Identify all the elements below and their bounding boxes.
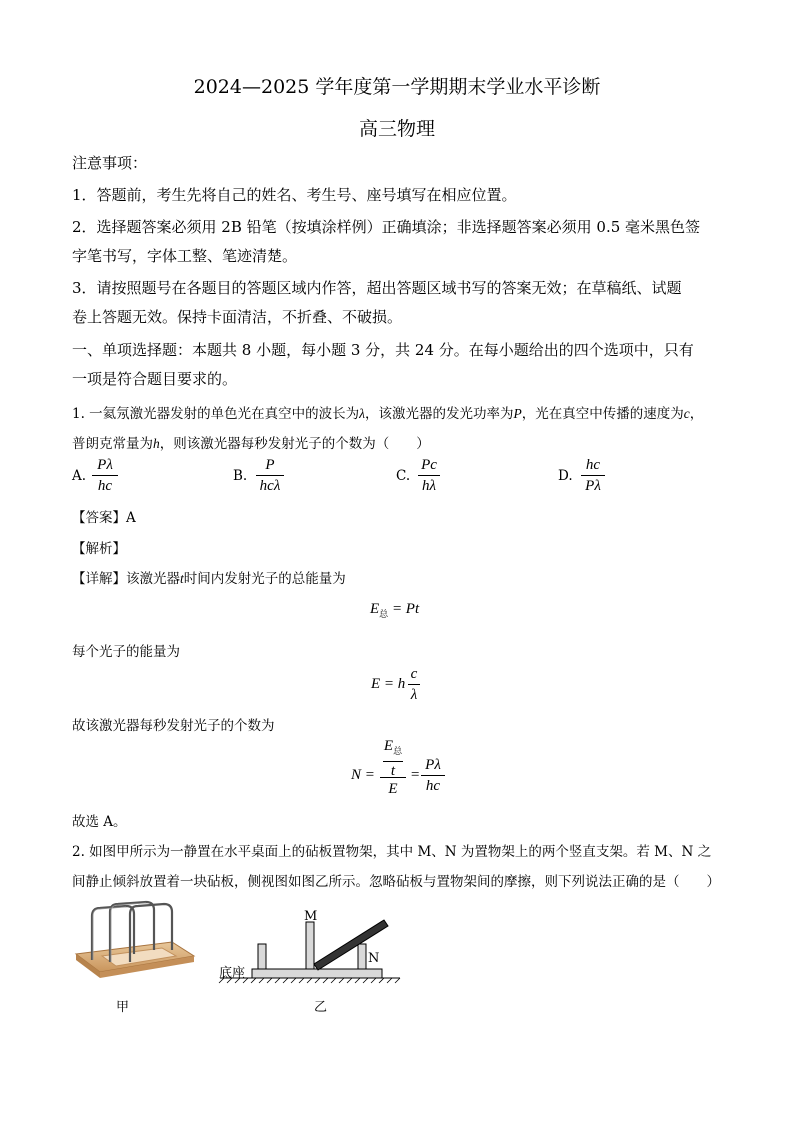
label-N: N bbox=[368, 951, 380, 966]
figure-jia-caption: 甲 bbox=[116, 1000, 130, 1015]
q1-conclusion: 故选 A。 bbox=[72, 814, 127, 830]
figure-jia-rack-image bbox=[72, 900, 198, 982]
option-d-fraction: hc Pλ bbox=[581, 456, 605, 495]
option-d-label: D. bbox=[558, 468, 573, 484]
equation-count-N: N = bbox=[351, 767, 375, 783]
q1-answer: 【答案】A bbox=[72, 510, 136, 526]
section-heading-line1: 一、单项选择题：本题共 8 小题，每小题 3 分，共 24 分。在每小题给出的四个选项中，只有 bbox=[72, 341, 694, 359]
option-b-label: B. bbox=[233, 468, 248, 484]
notice-item-3-line2: 卷上答题无效。保持卡面清洁，不折叠、不破损。 bbox=[72, 308, 403, 326]
equation-photon-energy-lhs: E = h bbox=[371, 676, 406, 692]
symbol-P: P bbox=[513, 406, 522, 421]
equation-count-equals: = bbox=[410, 767, 421, 783]
equation-count-main-bar bbox=[380, 777, 406, 778]
section-heading-line2: 一项是符合题目要求的。 bbox=[72, 370, 238, 388]
notice-heading: 注意事项： bbox=[72, 154, 148, 172]
equation-photon-energy-fraction: c λ bbox=[408, 665, 420, 704]
option-c-label: C. bbox=[396, 468, 411, 484]
equation-total-energy: $E_总 = Pt$ bbox=[370, 601, 420, 619]
equation-count-inner-fraction: $E_总$ t bbox=[383, 738, 403, 779]
symbol-c: c bbox=[683, 406, 690, 421]
figure-yi-caption: 乙 bbox=[314, 1000, 328, 1015]
q1-detail: 【详解】该激光器t时间内发射光子的总能量为 bbox=[72, 571, 346, 587]
notice-item-3-line1: 3．请按照题号在各题目的答题区域内作答，超出答题区域书写的答案无效；在草稿纸、试题 bbox=[72, 279, 682, 297]
equation-count-result-fraction: Pλ hc bbox=[421, 756, 445, 795]
q1-analysis-heading: 【解析】 bbox=[72, 541, 126, 557]
label-base: 底座 bbox=[219, 966, 246, 981]
q1-therefore: 故该激光器每秒发射光子的个数为 bbox=[72, 718, 275, 734]
symbol-lambda: λ bbox=[359, 406, 366, 421]
option-b-fraction: P hcλ bbox=[256, 456, 284, 495]
notice-item-2-line2: 字笔书写，字体工整、笔迹清楚。 bbox=[72, 247, 298, 265]
q1-stem-line2: 普朗克常量为h，则该激光器每秒发射光子的个数为（ ） bbox=[72, 436, 430, 452]
q2-stem-line2: 间静止倾斜放置着一块砧板，侧视图如图乙所示。忽略砧板与置物架间的摩擦，则下列说法正确的是（ ） bbox=[72, 874, 720, 890]
equation-count-den: E bbox=[388, 781, 398, 797]
option-a-label: A. bbox=[72, 468, 87, 484]
option-c-fraction: Pc hλ bbox=[418, 456, 440, 495]
exam-subtitle: 高三物理 bbox=[358, 118, 435, 140]
notice-item-1: 1．答题前，考生先将自己的姓名、考生号、座号填写在相应位置。 bbox=[72, 186, 517, 204]
option-a-fraction: Pλ hc bbox=[92, 456, 118, 495]
q1-each-photon: 每个光子的能量为 bbox=[72, 644, 180, 660]
notice-item-2-line1: 2．选择题答案必须用 2B 铅笔（按填涂样例）正确填涂；非选择题答案必须用 0.5 毫米黑色签 bbox=[72, 218, 701, 236]
exam-title: 2024—2025 学年度第一学期期末学业水平诊断 bbox=[193, 76, 601, 98]
q2-stem-line1: 2. 如图甲所示为一静置在水平桌面上的砧板置物架，其中 M、N 为置物架上的两个竖直支架。若 M、N 之 bbox=[72, 844, 712, 860]
symbol-t: t bbox=[180, 571, 184, 586]
label-M: M bbox=[304, 909, 318, 924]
q1-stem-line1: 1. 一氦氖激光器发射的单色光在真空中的波长为λ，该激光器的发光功率为P，光在真空中传播的速度为c， bbox=[72, 406, 704, 422]
symbol-h: h bbox=[153, 436, 160, 451]
